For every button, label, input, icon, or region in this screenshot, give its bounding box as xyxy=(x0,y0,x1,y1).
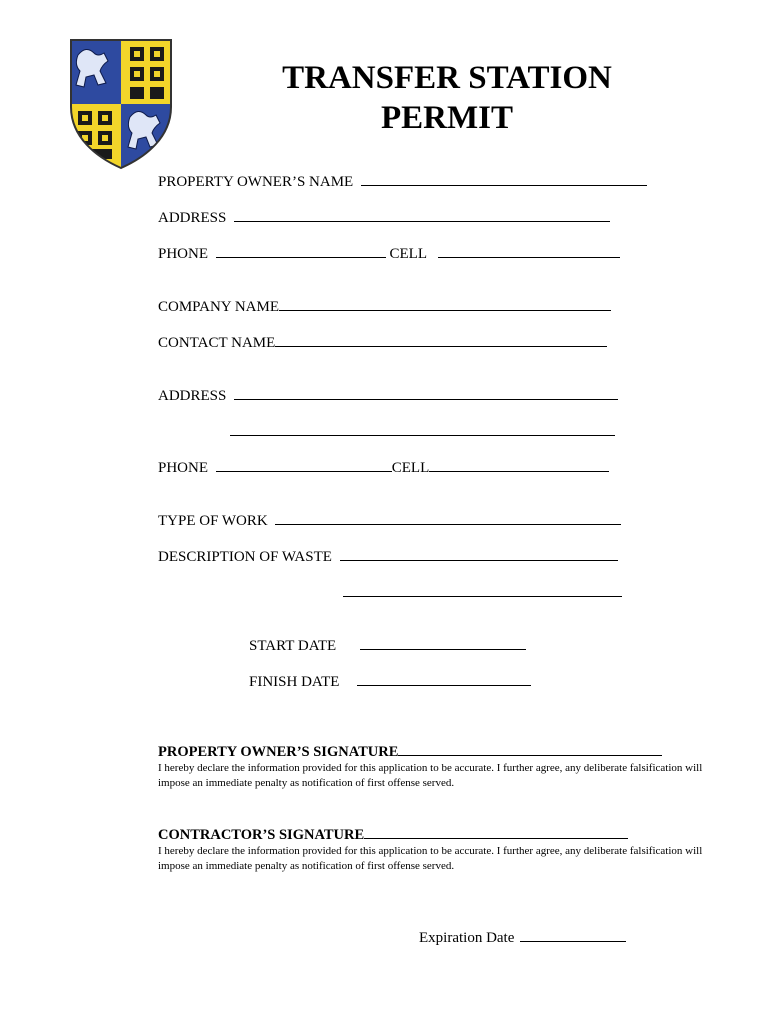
start-date-label: START DATE xyxy=(249,638,337,654)
company-phone-row xyxy=(158,458,609,477)
finish-date-row xyxy=(249,672,531,691)
company-address-row xyxy=(158,386,618,405)
owner-address-row xyxy=(158,208,610,227)
company-address-field-1[interactable] xyxy=(234,386,618,400)
owner-name-label: PROPERTY OWNER’S NAME xyxy=(158,174,354,190)
page-title xyxy=(250,58,644,138)
company-address-field-2[interactable] xyxy=(230,422,615,436)
owner-cell-field[interactable] xyxy=(438,244,620,258)
contractor-signature-field[interactable] xyxy=(364,825,628,839)
type-of-work-label: TYPE OF WORK xyxy=(158,513,268,529)
type-of-work-row xyxy=(158,511,621,530)
company-address-row-2 xyxy=(230,422,615,441)
finish-date-label: FINISH DATE xyxy=(249,674,340,690)
owner-phone-row xyxy=(158,244,620,263)
contractor-declaration: I hereby declare the information provided for this application to be accurate. I further agree, any deliberate falsification will impose an immediate penalty as notification of first offense served. xyxy=(158,845,703,872)
owner-name-field[interactable] xyxy=(361,172,647,186)
company-cell-label: CELL xyxy=(391,460,430,476)
company-address-label: ADDRESS xyxy=(158,388,227,404)
start-date-row xyxy=(249,636,526,655)
company-cell-field[interactable] xyxy=(429,458,609,472)
finish-date-field[interactable] xyxy=(357,672,531,686)
company-phone-field[interactable] xyxy=(216,458,392,472)
owner-phone-field[interactable] xyxy=(216,244,386,258)
company-name-field[interactable] xyxy=(279,297,611,311)
expiration-row xyxy=(419,928,626,947)
owner-address-field[interactable] xyxy=(234,208,610,222)
title-line-1: TRANSFER STATION xyxy=(282,60,612,96)
waste-description-row-2 xyxy=(343,583,622,602)
title-line-2: PERMIT xyxy=(381,100,513,136)
waste-description-label: DESCRIPTION OF WASTE xyxy=(158,549,332,565)
waste-description-row xyxy=(158,547,618,566)
owner-signature-label: PROPERTY OWNER’S SIGNATURE xyxy=(158,744,399,760)
owner-name-row xyxy=(158,172,647,191)
waste-description-field-1[interactable] xyxy=(340,547,618,561)
contact-name-row xyxy=(158,333,607,352)
type-of-work-field[interactable] xyxy=(275,511,621,525)
waste-description-field-2[interactable] xyxy=(343,583,622,597)
company-phone-label: PHONE xyxy=(158,460,209,476)
coat-of-arms-logo xyxy=(68,37,174,171)
contractor-signature-label: CONTRACTOR’S SIGNATURE xyxy=(158,827,365,843)
owner-cell-label: CELL xyxy=(389,246,427,262)
owner-declaration: I hereby declare the information provided for this application to be accurate. I further agree, any deliberate falsification will impose an immediate penalty as notification of first offense served. xyxy=(158,762,703,789)
start-date-field[interactable] xyxy=(360,636,526,650)
contact-name-label: CONTACT NAME xyxy=(158,335,276,351)
expiration-date-label: Expiration Date xyxy=(419,930,515,946)
contractor-signature-row xyxy=(158,825,628,844)
company-name-label: COMPANY NAME xyxy=(158,299,279,315)
company-name-row xyxy=(158,297,611,316)
expiration-date-field[interactable] xyxy=(520,928,626,942)
owner-address-label: ADDRESS xyxy=(158,210,227,226)
owner-signature-row xyxy=(158,742,662,761)
owner-signature-field[interactable] xyxy=(398,742,662,756)
owner-phone-label: PHONE xyxy=(158,246,209,262)
contact-name-field[interactable] xyxy=(275,333,607,347)
